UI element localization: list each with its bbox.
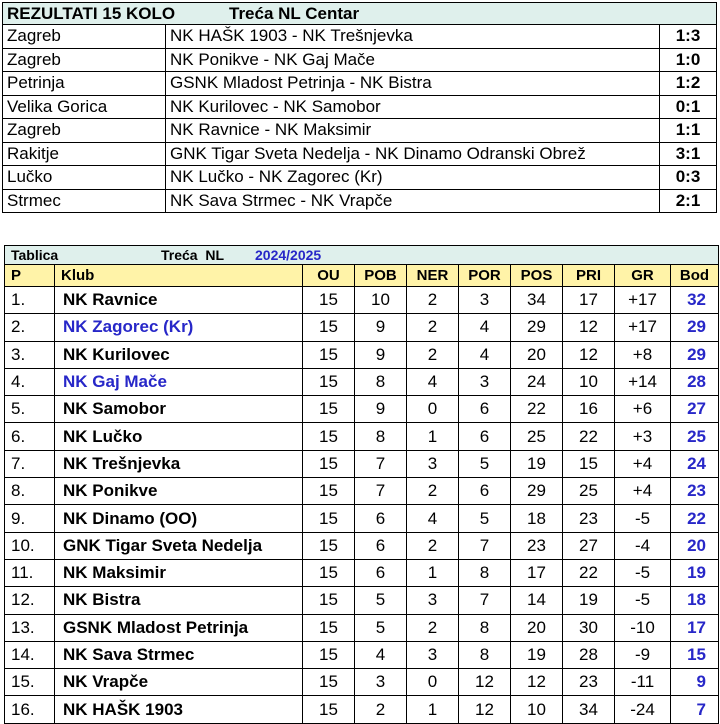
column-header-pri: PRI (563, 265, 615, 287)
standings-row (5, 396, 719, 423)
club-cell: NK Gaj Mače (55, 368, 303, 395)
goal-difference-cell: -4 (615, 532, 671, 559)
losses-cell: 7 (459, 587, 511, 614)
standings-row (5, 559, 719, 586)
wins-cell: 7 (355, 450, 407, 477)
played-cell: 15 (303, 696, 355, 723)
column-header-bod: Bod (671, 265, 719, 287)
played-cell: 15 (303, 478, 355, 505)
standings-column-header-row (5, 265, 719, 287)
club-cell: NK Dinamo (OO) (55, 505, 303, 532)
match-score: 0:1 (660, 95, 717, 119)
rank-cell: 4. (5, 368, 55, 395)
match-teams: NK Lučko - NK Zagorec (Kr) (166, 166, 660, 190)
played-cell: 15 (303, 505, 355, 532)
goals-against-cell: 10 (563, 368, 615, 395)
played-cell: 15 (303, 614, 355, 641)
goal-difference-cell: -5 (615, 505, 671, 532)
points-cell: 15 (671, 641, 719, 668)
wins-cell: 5 (355, 587, 407, 614)
wins-cell: 10 (355, 287, 407, 314)
played-cell: 15 (303, 314, 355, 341)
wins-cell: 6 (355, 559, 407, 586)
points-cell: 28 (671, 368, 719, 395)
goals-for-cell: 20 (511, 614, 563, 641)
goals-against-cell: 27 (563, 532, 615, 559)
standings-row (5, 450, 719, 477)
match-row (3, 166, 717, 190)
standings-row (5, 423, 719, 450)
goals-for-cell: 23 (511, 532, 563, 559)
points-cell: 29 (671, 341, 719, 368)
club-cell: NK Kurilovec (55, 341, 303, 368)
goals-for-cell: 19 (511, 641, 563, 668)
standings-row (5, 587, 719, 614)
match-row (3, 48, 717, 72)
goals-for-cell: 10 (511, 696, 563, 723)
standings-row (5, 478, 719, 505)
goals-against-cell: 22 (563, 423, 615, 450)
wins-cell: 8 (355, 423, 407, 450)
goal-difference-cell: +14 (615, 368, 671, 395)
losses-cell: 6 (459, 396, 511, 423)
club-cell: NK Ponikve (55, 478, 303, 505)
losses-cell: 3 (459, 368, 511, 395)
standings-caption: Tablica (11, 247, 59, 263)
match-score: 3:1 (660, 142, 717, 166)
points-cell: 23 (671, 478, 719, 505)
rank-cell: 6. (5, 423, 55, 450)
draws-cell: 1 (407, 559, 459, 586)
goals-for-cell: 29 (511, 478, 563, 505)
wins-cell: 6 (355, 532, 407, 559)
losses-cell: 8 (459, 641, 511, 668)
draws-cell: 2 (407, 341, 459, 368)
losses-cell: 8 (459, 614, 511, 641)
draws-cell: 4 (407, 368, 459, 395)
draws-cell: 2 (407, 532, 459, 559)
rank-cell: 2. (5, 314, 55, 341)
losses-cell: 3 (459, 287, 511, 314)
losses-cell: 7 (459, 532, 511, 559)
column-header-gr: GR (615, 265, 671, 287)
played-cell: 15 (303, 287, 355, 314)
wins-cell: 4 (355, 641, 407, 668)
goals-against-cell: 19 (563, 587, 615, 614)
goals-for-cell: 14 (511, 587, 563, 614)
column-header-klub: Klub (55, 265, 303, 287)
rank-cell: 13. (5, 614, 55, 641)
played-cell: 15 (303, 559, 355, 586)
match-teams: NK Ponikve - NK Gaj Mače (166, 48, 660, 72)
rank-cell: 7. (5, 450, 55, 477)
match-score: 2:1 (660, 189, 717, 213)
standings-league: Treća NL (161, 247, 225, 263)
losses-cell: 4 (459, 314, 511, 341)
draws-cell: 1 (407, 696, 459, 723)
match-row (3, 142, 717, 166)
column-header-ner: NER (407, 265, 459, 287)
points-cell: 25 (671, 423, 719, 450)
match-teams: NK HAŠK 1903 - NK Trešnjevka (166, 25, 660, 49)
match-teams: GNK Tigar Sveta Nedelja - NK Dinamo Odranski Obrež (166, 142, 660, 166)
club-cell: NK Ravnice (55, 287, 303, 314)
goal-difference-cell: -10 (615, 614, 671, 641)
draws-cell: 0 (407, 396, 459, 423)
rank-cell: 16. (5, 696, 55, 723)
results-header-cell (3, 3, 717, 25)
goal-difference-cell: -5 (615, 587, 671, 614)
goals-for-cell: 18 (511, 505, 563, 532)
goal-difference-cell: -24 (615, 696, 671, 723)
match-venue: Petrinja (3, 72, 166, 96)
match-venue: Velika Gorica (3, 95, 166, 119)
column-header-p: P (5, 265, 55, 287)
standings-row (5, 532, 719, 559)
losses-cell: 6 (459, 478, 511, 505)
goal-difference-cell: +4 (615, 478, 671, 505)
goals-against-cell: 15 (563, 450, 615, 477)
standings-caption-row (5, 246, 719, 265)
standings-row (5, 314, 719, 341)
losses-cell: 8 (459, 559, 511, 586)
rank-cell: 1. (5, 287, 55, 314)
losses-cell: 5 (459, 450, 511, 477)
club-cell: NK Lučko (55, 423, 303, 450)
goals-against-cell: 34 (563, 696, 615, 723)
goals-against-cell: 25 (563, 478, 615, 505)
played-cell: 15 (303, 423, 355, 450)
club-cell: NK Maksimir (55, 559, 303, 586)
goals-against-cell: 12 (563, 341, 615, 368)
club-cell: NK HAŠK 1903 (55, 696, 303, 723)
match-venue: Strmec (3, 189, 166, 213)
played-cell: 15 (303, 450, 355, 477)
goal-difference-cell: +8 (615, 341, 671, 368)
played-cell: 15 (303, 341, 355, 368)
losses-cell: 4 (459, 341, 511, 368)
goals-against-cell: 28 (563, 641, 615, 668)
points-cell: 22 (671, 505, 719, 532)
match-teams: NK Ravnice - NK Maksimir (166, 119, 660, 143)
match-venue: Lučko (3, 166, 166, 190)
match-score: 1:2 (660, 72, 717, 96)
goals-against-cell: 22 (563, 559, 615, 586)
played-cell: 15 (303, 396, 355, 423)
points-cell: 24 (671, 450, 719, 477)
goal-difference-cell: -5 (615, 559, 671, 586)
goals-for-cell: 29 (511, 314, 563, 341)
standings-row (5, 341, 719, 368)
points-cell: 9 (671, 669, 719, 696)
rank-cell: 8. (5, 478, 55, 505)
rank-cell: 3. (5, 341, 55, 368)
points-cell: 27 (671, 396, 719, 423)
goal-difference-cell: +17 (615, 287, 671, 314)
points-cell: 7 (671, 696, 719, 723)
draws-cell: 2 (407, 478, 459, 505)
club-cell: GSNK Mladost Petrinja (55, 614, 303, 641)
results-header-row (3, 3, 717, 25)
match-row (3, 72, 717, 96)
goals-for-cell: 12 (511, 669, 563, 696)
club-cell: NK Vrapče (55, 669, 303, 696)
club-cell: NK Samobor (55, 396, 303, 423)
wins-cell: 7 (355, 478, 407, 505)
column-header-ou: OU (303, 265, 355, 287)
standings-row (5, 505, 719, 532)
column-header-pob: POB (355, 265, 407, 287)
points-cell: 19 (671, 559, 719, 586)
draws-cell: 2 (407, 614, 459, 641)
rank-cell: 11. (5, 559, 55, 586)
rank-cell: 14. (5, 641, 55, 668)
match-row (3, 119, 717, 143)
played-cell: 15 (303, 587, 355, 614)
standings-row (5, 641, 719, 668)
draws-cell: 2 (407, 314, 459, 341)
club-cell: NK Trešnjevka (55, 450, 303, 477)
played-cell: 15 (303, 641, 355, 668)
standings-caption-cell (5, 246, 719, 265)
draws-cell: 3 (407, 587, 459, 614)
draws-cell: 2 (407, 287, 459, 314)
wins-cell: 6 (355, 505, 407, 532)
played-cell: 15 (303, 368, 355, 395)
losses-cell: 12 (459, 669, 511, 696)
club-cell: NK Sava Strmec (55, 641, 303, 668)
match-teams: NK Kurilovec - NK Samobor (166, 95, 660, 119)
goals-for-cell: 25 (511, 423, 563, 450)
results-table (2, 2, 717, 213)
goals-against-cell: 23 (563, 669, 615, 696)
wins-cell: 9 (355, 341, 407, 368)
match-row (3, 189, 717, 213)
column-header-pos: POS (511, 265, 563, 287)
match-score: 1:1 (660, 119, 717, 143)
goals-for-cell: 34 (511, 287, 563, 314)
goals-for-cell: 24 (511, 368, 563, 395)
played-cell: 15 (303, 669, 355, 696)
match-score: 1:3 (660, 25, 717, 49)
wins-cell: 9 (355, 396, 407, 423)
points-cell: 32 (671, 287, 719, 314)
match-teams: NK Sava Strmec - NK Vrapče (166, 189, 660, 213)
goal-difference-cell: +6 (615, 396, 671, 423)
standings-season: 2024/2025 (255, 247, 322, 263)
standings-table (4, 245, 719, 724)
match-venue: Rakitje (3, 142, 166, 166)
match-venue: Zagreb (3, 119, 166, 143)
club-cell: GNK Tigar Sveta Nedelja (55, 532, 303, 559)
column-header-por: POR (459, 265, 511, 287)
points-cell: 29 (671, 314, 719, 341)
goals-for-cell: 22 (511, 396, 563, 423)
rank-cell: 10. (5, 532, 55, 559)
draws-cell: 3 (407, 641, 459, 668)
losses-cell: 12 (459, 696, 511, 723)
standings-row (5, 368, 719, 395)
club-cell: NK Zagorec (Kr) (55, 314, 303, 341)
wins-cell: 3 (355, 669, 407, 696)
goals-for-cell: 17 (511, 559, 563, 586)
draws-cell: 4 (407, 505, 459, 532)
match-row (3, 25, 717, 49)
goals-against-cell: 23 (563, 505, 615, 532)
wins-cell: 2 (355, 696, 407, 723)
match-teams: GSNK Mladost Petrinja - NK Bistra (166, 72, 660, 96)
goal-difference-cell: +4 (615, 450, 671, 477)
losses-cell: 6 (459, 423, 511, 450)
match-venue: Zagreb (3, 25, 166, 49)
match-score: 0:3 (660, 166, 717, 190)
club-cell: NK Bistra (55, 587, 303, 614)
match-score: 1:0 (660, 48, 717, 72)
points-cell: 18 (671, 587, 719, 614)
standings-row (5, 614, 719, 641)
goal-difference-cell: +17 (615, 314, 671, 341)
results-title: REZULTATI 15 KOLO (7, 3, 176, 23)
goal-difference-cell: +3 (615, 423, 671, 450)
goal-difference-cell: -9 (615, 641, 671, 668)
standings-row (5, 669, 719, 696)
wins-cell: 8 (355, 368, 407, 395)
goals-for-cell: 19 (511, 450, 563, 477)
goal-difference-cell: -11 (615, 669, 671, 696)
wins-cell: 9 (355, 314, 407, 341)
goals-against-cell: 30 (563, 614, 615, 641)
rank-cell: 5. (5, 396, 55, 423)
wins-cell: 5 (355, 614, 407, 641)
goals-against-cell: 17 (563, 287, 615, 314)
results-league: Treća NL Centar (229, 3, 360, 23)
draws-cell: 0 (407, 669, 459, 696)
draws-cell: 1 (407, 423, 459, 450)
rank-cell: 15. (5, 669, 55, 696)
match-row (3, 95, 717, 119)
goals-against-cell: 12 (563, 314, 615, 341)
draws-cell: 3 (407, 450, 459, 477)
rank-cell: 12. (5, 587, 55, 614)
losses-cell: 5 (459, 505, 511, 532)
standings-row (5, 696, 719, 723)
goals-against-cell: 16 (563, 396, 615, 423)
points-cell: 20 (671, 532, 719, 559)
match-venue: Zagreb (3, 48, 166, 72)
points-cell: 17 (671, 614, 719, 641)
standings-row (5, 287, 719, 314)
goals-for-cell: 20 (511, 341, 563, 368)
played-cell: 15 (303, 532, 355, 559)
rank-cell: 9. (5, 505, 55, 532)
